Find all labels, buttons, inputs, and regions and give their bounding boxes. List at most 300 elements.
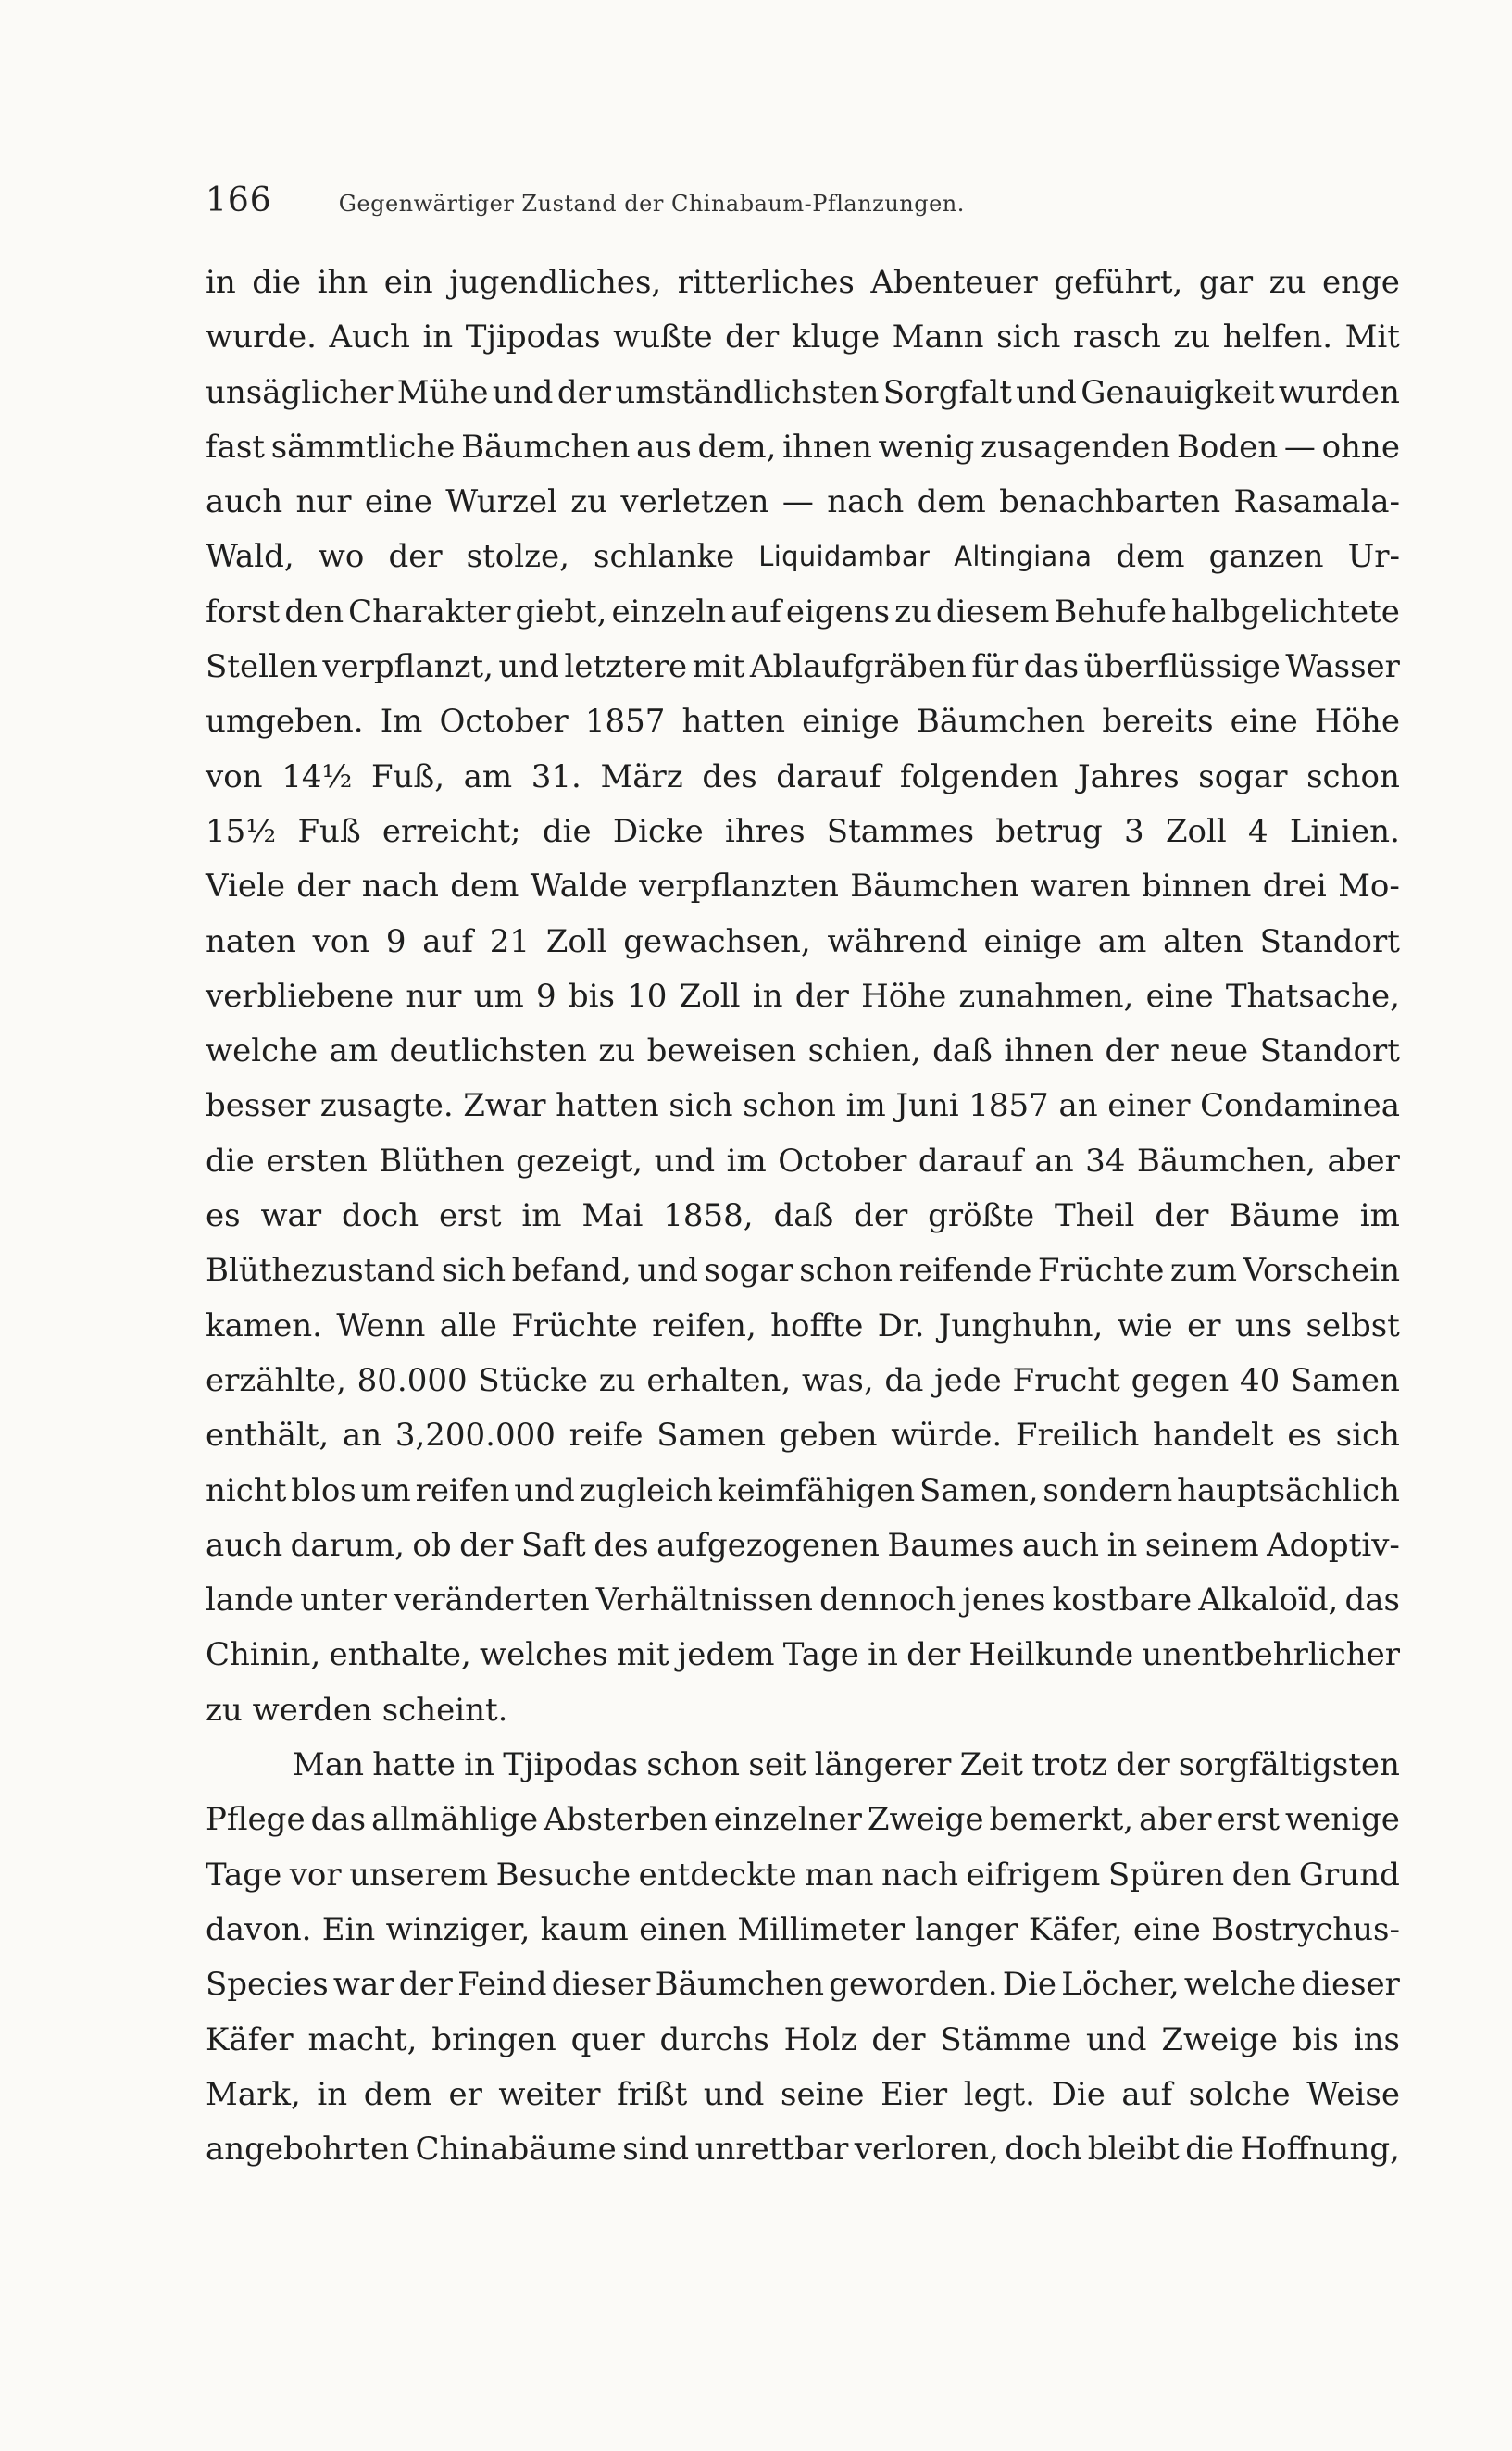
- word: war: [260, 1197, 322, 1235]
- word: dem: [363, 2075, 432, 2113]
- word: würde.: [891, 1417, 1003, 1455]
- word: eine: [364, 483, 432, 521]
- word: an: [1034, 1142, 1074, 1180]
- word: unter: [300, 1582, 387, 1619]
- word: in: [422, 319, 454, 356]
- word: auf: [1121, 2075, 1173, 2113]
- word: Mark,: [206, 2075, 301, 2113]
- text-line: [206, 420, 1400, 475]
- word: Chinin,: [206, 1636, 321, 1674]
- text-line: [206, 1628, 1400, 1682]
- word: hatten: [681, 703, 785, 741]
- word: um: [360, 1471, 411, 1509]
- text-line: [206, 969, 1400, 1024]
- word: 40: [1240, 1361, 1281, 1399]
- text-line: [206, 1244, 1400, 1298]
- word: schon: [646, 1746, 741, 1784]
- word: Mann: [892, 319, 984, 356]
- word: bis: [568, 977, 615, 1015]
- word: den: [284, 593, 344, 631]
- word: Stammes: [826, 812, 975, 850]
- word: naten: [206, 922, 296, 960]
- word: verbliebene: [206, 977, 394, 1015]
- word: der: [1116, 1746, 1170, 1784]
- word: daß: [932, 1032, 993, 1070]
- word: Verhältnissen: [595, 1582, 813, 1619]
- word: zu: [1173, 319, 1211, 356]
- word: Walde: [530, 868, 628, 906]
- word: seit: [748, 1746, 806, 1784]
- word: Weise: [1306, 2075, 1400, 2113]
- word: sorgfältigsten: [1178, 1746, 1400, 1784]
- word: zu: [570, 483, 608, 521]
- word: geworden.: [829, 1966, 998, 2004]
- word: stolze,: [466, 538, 569, 576]
- word: Käfer,: [1028, 1910, 1123, 1948]
- word: einen: [639, 1910, 728, 1948]
- word: Zoll: [545, 922, 607, 960]
- word: drei: [1262, 868, 1327, 906]
- word: am: [1097, 922, 1147, 960]
- word: betrug: [995, 812, 1103, 850]
- word: befand,: [511, 1252, 631, 1290]
- text-line: [206, 915, 1400, 969]
- word: Species: [206, 1966, 329, 2004]
- word: Samen: [1291, 1361, 1400, 1399]
- word: Käfer: [206, 2020, 294, 2058]
- word: verpflanzten: [639, 868, 839, 906]
- word: Condaminea: [1200, 1087, 1400, 1125]
- word: nur: [406, 977, 462, 1015]
- word: in: [868, 1636, 898, 1674]
- word: war: [332, 1966, 394, 2004]
- word: er: [1187, 1307, 1221, 1344]
- word: Heilkunde: [968, 1636, 1134, 1674]
- running-head: [206, 181, 1400, 228]
- word: der: [906, 1636, 961, 1674]
- word: aufgezogenen: [656, 1526, 880, 1564]
- text-line: [206, 1134, 1400, 1189]
- word: hauptsächlich: [1177, 1471, 1400, 1509]
- word: winziger,: [385, 1910, 531, 1948]
- word: gar: [1198, 264, 1254, 301]
- word: verloren,: [854, 2131, 999, 2169]
- word: in: [464, 1746, 494, 1784]
- word: reife: [569, 1417, 644, 1455]
- word: und: [498, 648, 559, 686]
- word: Bäumchen: [850, 868, 1019, 906]
- word: Holz: [783, 2020, 857, 2058]
- word: geführt,: [1054, 264, 1183, 301]
- word: Besuche: [495, 1856, 631, 1894]
- text-line: [206, 1519, 1400, 1573]
- word: in: [752, 977, 783, 1015]
- word: Absterben: [544, 1801, 708, 1839]
- word: zunahmen,: [958, 977, 1134, 1015]
- word: welche: [1183, 1966, 1297, 2004]
- text-line: [206, 1573, 1400, 1628]
- word: nach: [827, 483, 905, 521]
- word: zu: [1268, 264, 1306, 301]
- word: aber: [1327, 1142, 1400, 1180]
- word: auf: [422, 922, 473, 960]
- word: und: [514, 1471, 575, 1509]
- word: Tage: [206, 1856, 282, 1894]
- word: eine: [1230, 703, 1298, 741]
- word: längerer: [814, 1746, 952, 1784]
- word: ihres: [724, 812, 806, 850]
- word: ersten: [266, 1142, 368, 1180]
- word: Hoffnung,: [1240, 2131, 1400, 2169]
- word: jugendliches,: [449, 264, 662, 301]
- word: während: [827, 922, 968, 960]
- word: größte: [928, 1197, 1035, 1235]
- word: ein: [383, 264, 433, 301]
- word: einige: [802, 703, 900, 741]
- word: die: [252, 264, 302, 301]
- word: erst: [1217, 1801, 1281, 1839]
- word: für: [971, 648, 1019, 686]
- word: Stämme: [940, 2020, 1072, 2058]
- word: Früchte: [1037, 1252, 1165, 1290]
- text-line: [206, 1024, 1400, 1079]
- word: frißt: [617, 2075, 688, 2113]
- word: wurde.: [206, 319, 317, 356]
- word: Alkaloïd,: [1198, 1582, 1339, 1619]
- word: 14½: [281, 757, 353, 795]
- word: zu: [598, 1361, 636, 1399]
- word: ritterliches: [677, 264, 855, 301]
- word: Samen: [656, 1417, 767, 1455]
- text-line: [206, 1957, 1400, 2012]
- word: Wurzel: [445, 483, 557, 521]
- word: eifrigem: [966, 1856, 1101, 1894]
- word: an: [342, 1417, 382, 1455]
- word: vor: [289, 1856, 342, 1894]
- text-line: [206, 1738, 1400, 1793]
- word: Behufe: [1054, 593, 1167, 631]
- word: October: [439, 703, 569, 741]
- word: sich: [1335, 1417, 1400, 1455]
- word: 10: [627, 977, 668, 1015]
- word: im: [845, 1087, 886, 1125]
- text-line: [206, 1299, 1400, 1354]
- word: aber: [1139, 1801, 1212, 1839]
- word: an: [1058, 1087, 1098, 1125]
- word: eine: [1132, 1910, 1201, 1948]
- word: ohne: [1321, 428, 1400, 466]
- word: kamen.: [206, 1307, 322, 1344]
- word: dem: [917, 483, 986, 521]
- word: Wenn: [336, 1307, 426, 1344]
- word: des: [702, 757, 757, 795]
- word: kluge: [791, 319, 881, 356]
- word: jenes: [962, 1582, 1046, 1619]
- word: wenig: [878, 428, 975, 466]
- word: auch: [206, 483, 283, 521]
- word: giebt,: [515, 593, 607, 631]
- word: Man: [293, 1746, 364, 1784]
- word: überflüssige: [1083, 648, 1281, 686]
- word: besser: [206, 1087, 311, 1125]
- word: einige: [983, 922, 1082, 960]
- word: der: [854, 1197, 908, 1235]
- word: in: [206, 264, 236, 301]
- text-line: [206, 310, 1400, 365]
- word: zusagenden: [981, 428, 1171, 466]
- word: folgenden: [899, 757, 1059, 795]
- word: handelt: [1153, 1417, 1274, 1455]
- body-text: [206, 256, 1400, 2177]
- word: 80.000: [356, 1361, 468, 1399]
- word: Bostrychus-: [1211, 1910, 1400, 1948]
- word: zu: [598, 1032, 636, 1070]
- text-line: [206, 805, 1400, 859]
- word: wie: [1117, 1307, 1173, 1344]
- word: Millimeter: [737, 1910, 906, 1948]
- word: Grund: [1298, 1856, 1400, 1894]
- word: Theil: [1054, 1197, 1135, 1235]
- word: ihnen: [782, 428, 872, 466]
- word: —: [1283, 428, 1316, 466]
- word: gewachsen,: [623, 922, 811, 960]
- word: Früchte: [511, 1307, 638, 1344]
- word: Zoll: [679, 977, 741, 1015]
- word: mit: [616, 1636, 669, 1674]
- word: 1858,: [663, 1197, 754, 1235]
- word: enthält,: [206, 1417, 330, 1455]
- word: Blüthezustand: [206, 1252, 436, 1290]
- text-line: [206, 1189, 1400, 1244]
- word: zu: [206, 1691, 253, 1729]
- word: und: [1086, 2020, 1147, 2058]
- word: jedem: [677, 1636, 775, 1674]
- word: dem: [1116, 538, 1185, 576]
- word: dem: [450, 868, 519, 906]
- word: der: [794, 977, 849, 1015]
- word: da: [884, 1361, 924, 1399]
- word: seine: [781, 2075, 865, 2113]
- text-line: [206, 2122, 1400, 2177]
- word: kaum: [540, 1910, 629, 1948]
- word: diesem: [935, 593, 1050, 631]
- word: auch: [206, 1526, 283, 1564]
- word: Bäumchen,: [1136, 1142, 1317, 1180]
- word: uns: [1234, 1307, 1293, 1344]
- word: doch: [1005, 2131, 1082, 2169]
- word: deutlichsten: [389, 1032, 587, 1070]
- text-line: [206, 750, 1400, 805]
- word: Fuß: [297, 812, 361, 850]
- text-line: [206, 859, 1400, 914]
- word: Fuß,: [371, 757, 445, 795]
- word: sogar: [704, 1252, 793, 1290]
- word: Bäumchen: [461, 428, 631, 466]
- text-line: [206, 585, 1400, 640]
- word: Löcher,: [1061, 1966, 1180, 2004]
- word: lande: [206, 1582, 294, 1619]
- word: seinem: [1144, 1526, 1259, 1564]
- word: welches: [479, 1636, 608, 1674]
- word: Die: [1002, 1966, 1057, 2004]
- word: aus: [636, 428, 692, 466]
- word: Bäume: [1229, 1197, 1340, 1235]
- word: sich: [441, 1252, 506, 1290]
- word: werden: [252, 1691, 382, 1729]
- word: Mai: [581, 1197, 644, 1235]
- word: die: [542, 812, 592, 850]
- word: Standort: [1259, 922, 1400, 960]
- word: auch: [1021, 1526, 1100, 1564]
- word: sämmtliche: [270, 428, 456, 466]
- text-line: [206, 366, 1400, 420]
- word: selbst: [1306, 1307, 1400, 1344]
- word: das: [1344, 1582, 1400, 1619]
- word: Bäumchen: [916, 703, 1086, 741]
- text-line: [206, 1683, 1400, 1738]
- word: langer: [915, 1910, 1018, 1948]
- word: Mo-: [1338, 868, 1400, 906]
- word: verletzen: [620, 483, 769, 521]
- word: einer: [1107, 1087, 1191, 1125]
- word: Abenteuer: [870, 264, 1038, 301]
- word: erhalten,: [646, 1361, 792, 1399]
- word: Freilich: [1015, 1417, 1140, 1455]
- word: man: [805, 1856, 874, 1894]
- word: sich: [669, 1087, 733, 1125]
- text-line: [206, 1464, 1400, 1519]
- word: keimfähigen: [717, 1471, 916, 1509]
- word: es: [206, 1197, 241, 1235]
- word: 3: [1124, 812, 1144, 850]
- word: Tage: [782, 1636, 859, 1674]
- word: entdeckte: [638, 1856, 797, 1894]
- word: der: [1105, 1032, 1159, 1070]
- word: Boden: [1176, 428, 1279, 466]
- word: Altingiana: [954, 541, 1093, 573]
- word: beweisen: [646, 1032, 797, 1070]
- word: das: [1023, 648, 1080, 686]
- word: Samen,: [918, 1471, 1039, 1509]
- word: blos: [291, 1471, 356, 1509]
- word: enthalte,: [329, 1636, 471, 1674]
- word: sogar: [1198, 757, 1288, 795]
- word: nach: [361, 868, 439, 906]
- word: Genauigkeit: [1081, 373, 1275, 411]
- word: Eier: [881, 2075, 948, 2113]
- word: der: [459, 1526, 514, 1564]
- word: nach: [881, 1856, 959, 1894]
- word: trotz: [1031, 1746, 1108, 1784]
- word: darauf: [918, 1142, 1023, 1180]
- word: legt.: [963, 2075, 1035, 2113]
- text-line: [206, 2013, 1400, 2068]
- page-number: 166: [206, 181, 272, 219]
- word: Blüthen: [379, 1142, 505, 1180]
- word: 31.: [531, 757, 581, 795]
- word: ihnen: [1004, 1032, 1094, 1070]
- word: reifen,: [652, 1307, 756, 1344]
- word: darauf: [776, 757, 881, 795]
- word: Ein: [321, 1910, 376, 1948]
- word: angebohrten: [206, 2131, 410, 2169]
- word: macht,: [307, 2020, 418, 2058]
- word: und: [492, 373, 554, 411]
- word: März: [600, 757, 683, 795]
- word: Mühe: [396, 373, 489, 411]
- word: Stücke: [478, 1361, 589, 1399]
- word: bis: [1292, 2020, 1339, 2058]
- word: rasch: [1072, 319, 1161, 356]
- text-line: [206, 1848, 1400, 1903]
- word: Zoll: [1165, 812, 1227, 850]
- word: fast: [206, 428, 265, 466]
- word: ihn: [317, 264, 369, 301]
- word: unserem: [349, 1856, 489, 1894]
- word: Linien.: [1289, 812, 1400, 850]
- word: gezeigt,: [516, 1142, 644, 1180]
- word: Dr.: [877, 1307, 925, 1344]
- word: 1857: [584, 703, 666, 741]
- word: schlanke: [594, 538, 735, 576]
- text-line: [206, 694, 1400, 749]
- word: unsäglicher: [206, 373, 394, 411]
- word: nur: [295, 483, 352, 521]
- text-line: [206, 2068, 1400, 2122]
- word: die: [1185, 2131, 1235, 2169]
- word: Sorgfalt: [882, 373, 1012, 411]
- word: Zweige: [867, 1801, 984, 1839]
- word: Liquidambar: [758, 541, 931, 573]
- word: und: [1016, 373, 1077, 411]
- text-line: [206, 256, 1400, 310]
- word: der: [725, 319, 780, 356]
- word: weiter: [498, 2075, 601, 2113]
- word: 15½: [206, 812, 277, 850]
- word: der: [556, 373, 611, 411]
- word: unrettbar: [694, 2131, 849, 2169]
- word: waren: [1030, 868, 1131, 906]
- word: sich: [996, 319, 1061, 356]
- word: hatte: [372, 1746, 456, 1784]
- word: Die: [1051, 2075, 1106, 2113]
- word: scheint.: [381, 1691, 508, 1729]
- word: ins: [1353, 2020, 1400, 2058]
- word: im: [521, 1197, 562, 1235]
- word: forst: [206, 593, 281, 631]
- word: 1857: [968, 1087, 1049, 1125]
- word: durchs: [659, 2020, 769, 2058]
- word: Juni: [895, 1087, 959, 1125]
- word: Pflege: [206, 1801, 306, 1839]
- word: Bäumchen: [655, 1966, 824, 2004]
- word: Ablaufgräben: [749, 648, 967, 686]
- word: enge: [1321, 264, 1400, 301]
- word: 34: [1085, 1142, 1126, 1180]
- word: in: [1106, 1526, 1138, 1564]
- word: hoffte: [770, 1307, 864, 1344]
- word: und: [654, 1142, 716, 1180]
- word: Höhe: [1314, 703, 1400, 741]
- word: gegen: [1131, 1361, 1230, 1399]
- word: erreicht;: [381, 812, 521, 850]
- word: Viele: [206, 868, 285, 906]
- word: Tjipodas: [465, 319, 601, 356]
- word: erzählte,: [206, 1361, 346, 1399]
- word: schon: [743, 1087, 836, 1125]
- word: am: [463, 757, 513, 795]
- word: verpflanzt,: [322, 648, 494, 686]
